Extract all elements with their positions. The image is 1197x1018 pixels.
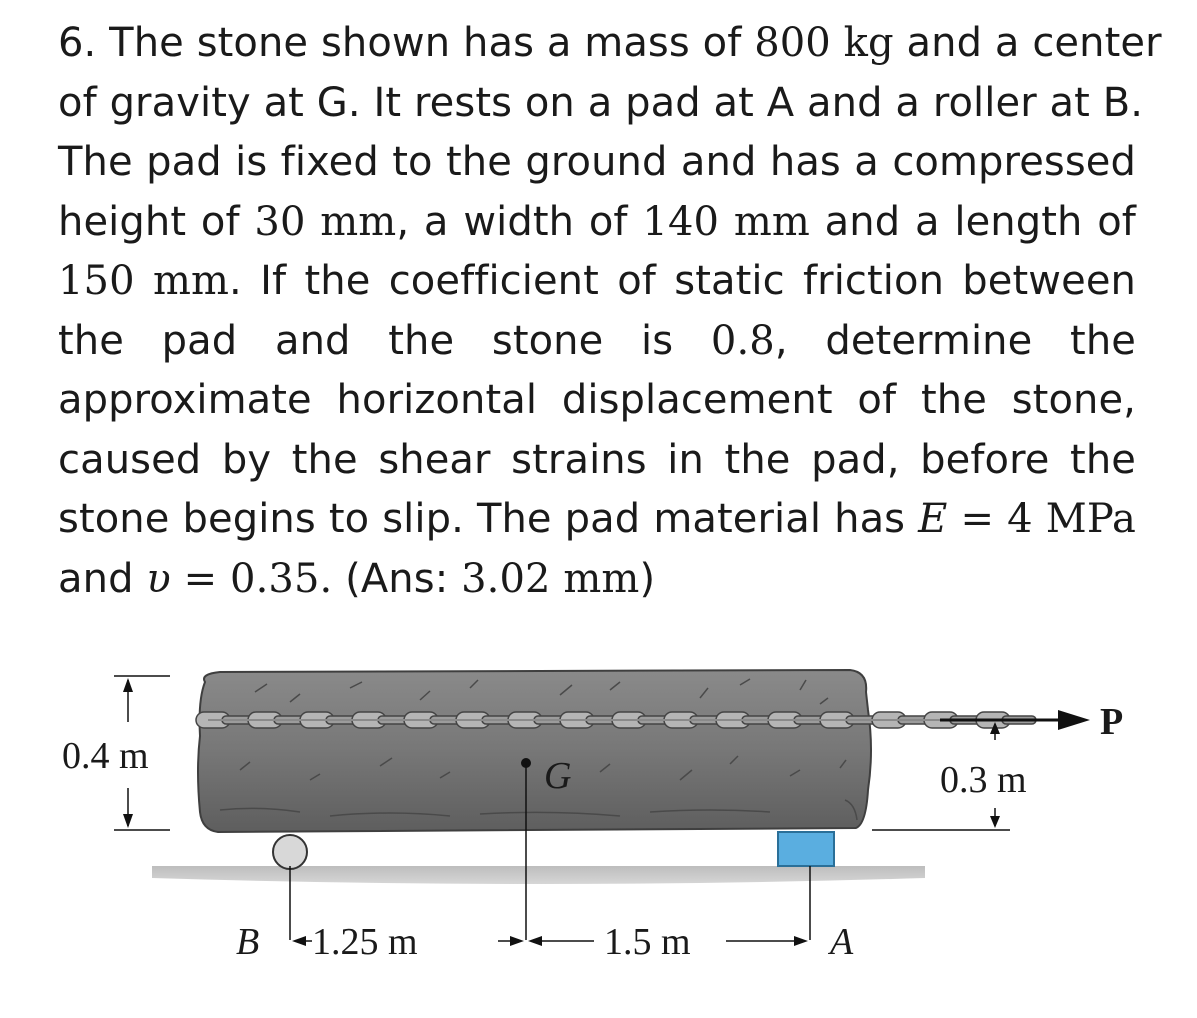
stone-diagram [0,640,1197,1018]
height-down-arrow-icon [123,814,133,828]
height-up-arrow-icon [123,678,133,692]
chain [196,712,1036,728]
dist-bg-right-arrow-icon [510,936,524,946]
dist-ga-label: 1.5 m [604,921,691,963]
dist-bg-label: 1.25 m [312,921,418,963]
problem-line-2: of gravity at G. It rests on a pad at A and a roller at B. [58,79,1144,126]
problem-line-6: the pad and the stone is 0.8, determine the [58,317,1136,364]
dist-ga-left-arrow-icon [528,936,542,946]
pad-label: A [830,921,854,963]
force-arrowhead-icon [1058,710,1090,730]
ground [152,866,925,884]
roller-label: B [236,921,260,963]
problem-line-3: The pad is fixed to the ground and has a compressed [58,139,1136,185]
pad-a [778,832,834,866]
force-label: P [1100,701,1124,743]
problem-line-5: 150 mm. If the coefficient of static friction between [58,258,1136,304]
offset-down-arrow-icon [990,816,1000,828]
problem-line-4: height of 30 mm, a width of 140 mm and a length of [58,198,1136,245]
problem-line-1: 6. The stone shown has a mass of 800 kg and a center [58,20,1162,66]
problem-statement [58,14,1162,609]
center-label: G [544,755,572,797]
stone-figure [0,640,1197,1018]
offset-label: 0.3 m [940,759,1027,801]
height-label: 0.4 m [62,735,149,777]
problem-line-7: approximate horizontal displacement of the stone, [58,377,1136,423]
problem-line-8: caused by the shear strains in the pad, before the [58,436,1136,483]
roller-b [273,835,307,869]
dist-ga-right-arrow-icon [794,936,808,946]
problem-line-9: stone begins to slip. The pad material has E = 4 MPa [58,496,1136,542]
problem-line-10: and υ = 0.35. (Ans: 3.02 mm) [58,555,656,602]
dist-bg-left-arrow-icon [292,936,306,946]
